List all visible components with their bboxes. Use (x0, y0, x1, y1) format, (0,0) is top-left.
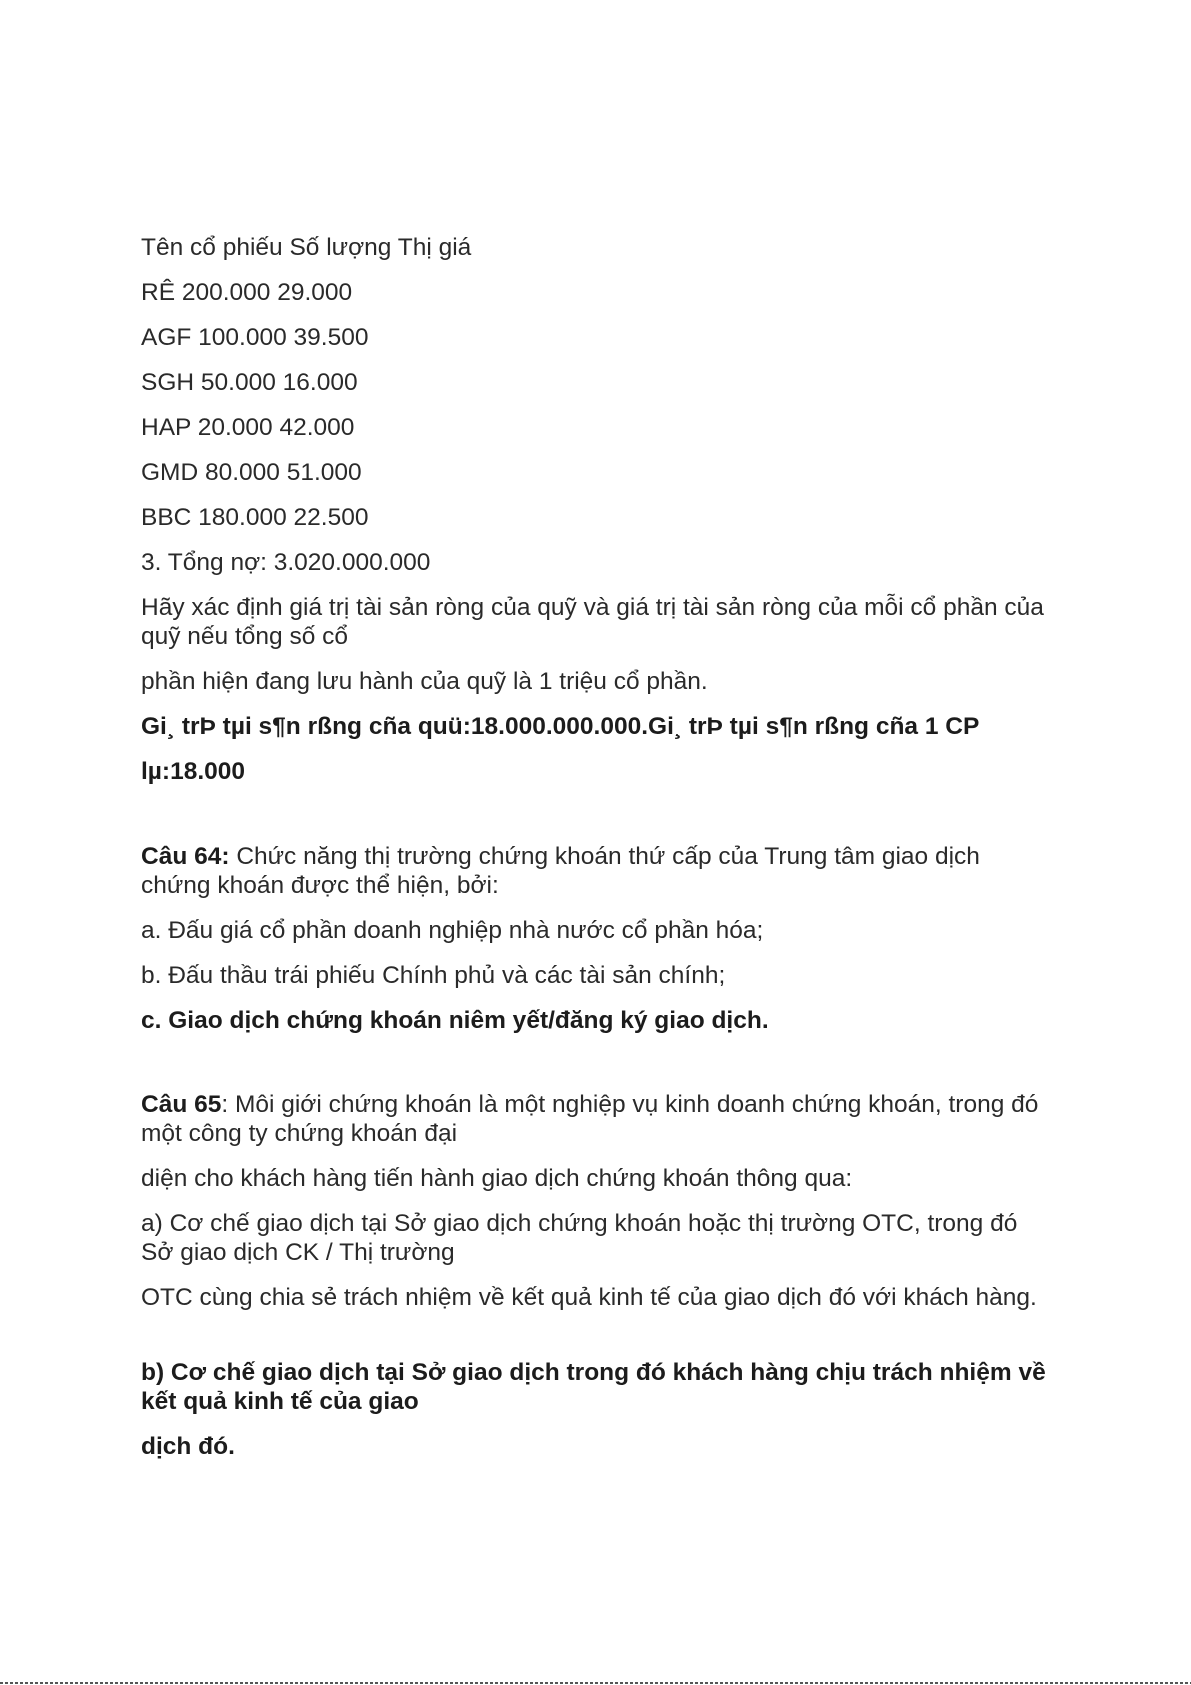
question-64-text: Chức năng thị trường chứng khoán thứ cấp của Trung tâm giao dịch chứng khoán được thể hiện, bởi: (141, 843, 980, 899)
table-row: HAP 20.000 42.000 (141, 414, 355, 441)
table-row: AGF 100.000 39.500 (141, 324, 369, 351)
table-row: RÊ 200.000 29.000 (141, 279, 353, 306)
table-row: GMD 80.000 51.000 (141, 459, 362, 486)
question-65-option-b-cont: dịch đó. (141, 1433, 235, 1460)
question-64 (141, 842, 1056, 900)
question-64-option-b: b. Đấu thầu trái phiếu Chính phủ và các tài sản chính; (141, 962, 726, 989)
table-header: Tên cổ phiếu Số lượng Thị giá (141, 234, 472, 261)
question-65-label: Câu 65 (141, 1091, 222, 1118)
question-65-text-cont: diện cho khách hàng tiến hành giao dịch chứng khoán thông qua: (141, 1165, 853, 1192)
question-64-option-a: a. Đấu giá cổ phần doanh nghiệp nhà nước cổ phần hóa; (141, 917, 764, 944)
nav-question: Hãy xác định giá trị tài sản ròng của quỹ và giá trị tài sản ròng của mỗi cổ phần của quỹ nếu tổng số cổ (141, 594, 1044, 650)
question-64-label: Câu 64: (141, 843, 230, 870)
question-65-option-b: b) Cơ chế giao dịch tại Sở giao dịch trong đó khách hàng chịu trách nhiệm về kết quả kinh tế của giao (141, 1359, 1046, 1415)
question-65-option-a: a) Cơ chế giao dịch tại Sở giao dịch chứng khoán hoặc thị trường OTC, trong đó Sở giao dịch CK / Thị trường (141, 1210, 1018, 1266)
nav-answer: Gi¸ trÞ tµi s¶n rßng cña quü:18.000.000.000.Gi¸ trÞ tµi s¶n rßng cña 1 CP (141, 713, 980, 740)
nav-question-cont: phần hiện đang lưu hành của quỹ là 1 triệu cổ phần. (141, 668, 708, 695)
page-bottom-rule (0, 1682, 1191, 1684)
question-65-text: : Môi giới chứng khoán là một nghiệp vụ kinh doanh chứng khoán, trong đó một công ty chứng khoán đại (141, 1091, 1039, 1147)
nav-answer-cont: lµ:18.000 (141, 758, 246, 785)
table-row: BBC 180.000 22.500 (141, 504, 369, 531)
question-64-option-c: c. Giao dịch chứng khoán niêm yết/đăng ký giao dịch. (141, 1007, 769, 1034)
question-65-option-a-cont: OTC cùng chia sẻ trách nhiệm về kết quả kinh tế của giao dịch đó với khách hàng. (141, 1284, 1037, 1311)
table-row: SGH 50.000 16.000 (141, 369, 358, 396)
question-65 (141, 1090, 1056, 1148)
total-debt: 3. Tổng nợ: 3.020.000.000 (141, 549, 431, 576)
